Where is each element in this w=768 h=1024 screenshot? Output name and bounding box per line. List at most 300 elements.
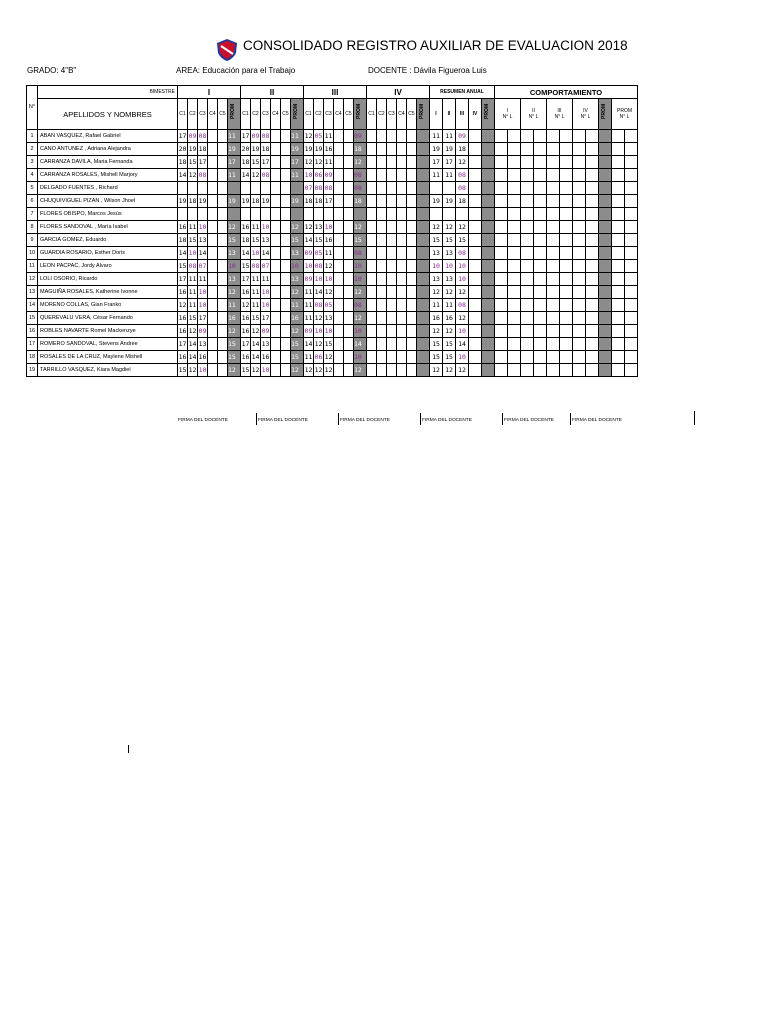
resumen-cell: 19 <box>443 143 456 156</box>
grade-cell <box>271 325 281 338</box>
resumen-cell: 13 <box>443 273 456 286</box>
comp-cell <box>521 234 534 247</box>
comp-prom-shade <box>599 156 612 169</box>
resumen-cell: 14 <box>456 338 469 351</box>
comp-prom-shade <box>599 130 612 143</box>
table-row <box>27 156 638 169</box>
grade-cell <box>218 130 228 143</box>
comp-cell <box>508 247 521 260</box>
comp-prom-shade <box>599 351 612 364</box>
student-name: CANO ANTUNEZ , Adriana Alejandra <box>38 143 178 156</box>
grade-cell: 13 <box>314 221 324 234</box>
grade-cell <box>387 299 397 312</box>
grade-cell: 12 <box>241 299 251 312</box>
prom-cell <box>291 182 304 195</box>
grade-cell: 16 <box>198 351 208 364</box>
comp-prom-shade <box>599 143 612 156</box>
prom-cell <box>417 247 430 260</box>
grade-cell <box>344 195 354 208</box>
prom-cell <box>417 143 430 156</box>
row-number: 1 <box>27 130 38 143</box>
row-number: 16 <box>27 325 38 338</box>
grade-cell: 12 <box>178 299 188 312</box>
prom-cell: 11 <box>228 169 241 182</box>
grade-cell: 18 <box>241 156 251 169</box>
grade-cell: 10 <box>261 286 271 299</box>
grade-cell <box>377 143 387 156</box>
header-comp-prom-sub: N° L <box>619 114 630 120</box>
comp-cell <box>521 195 534 208</box>
student-name: FLORES OBISPO, Marcos Jesús <box>38 208 178 221</box>
resumen-cell: 19 <box>430 143 443 156</box>
grade-cell <box>208 364 218 377</box>
grade-cell <box>397 325 407 338</box>
grade-cell <box>397 195 407 208</box>
comp-cell <box>521 312 534 325</box>
resumen-prom-cell <box>482 156 495 169</box>
grade-cell <box>407 143 417 156</box>
grade-cell: 12 <box>251 169 261 182</box>
grade-cell: 17 <box>324 195 334 208</box>
comp-cell <box>495 286 508 299</box>
resumen-cell: 11 <box>430 299 443 312</box>
header-prom-label: PROM <box>293 104 299 119</box>
header-grade-col: C3 <box>324 99 334 130</box>
grade-cell: 12 <box>324 364 334 377</box>
comp-cell <box>534 234 547 247</box>
comp-cell <box>586 312 599 325</box>
grade-cell <box>208 130 218 143</box>
header-grade-col: C4 <box>271 99 281 130</box>
prom-cell: 17 <box>228 156 241 169</box>
grade-cell: 16 <box>241 286 251 299</box>
grade-cell: 15 <box>188 312 198 325</box>
comp-prom-cell <box>625 273 638 286</box>
comp-cell <box>495 325 508 338</box>
grade-cell: 13 <box>198 234 208 247</box>
comp-cell <box>534 208 547 221</box>
grade-cell <box>397 351 407 364</box>
comp-cell <box>521 325 534 338</box>
grade-cell <box>377 364 387 377</box>
grade-cell: 15 <box>188 156 198 169</box>
grade-cell: 16 <box>241 312 251 325</box>
comp-prom-cell <box>612 260 625 273</box>
prom-cell: 18 <box>354 195 367 208</box>
resumen-cell <box>469 299 482 312</box>
header-prom-label: PROM <box>484 104 490 119</box>
resumen-cell <box>469 338 482 351</box>
comp-cell <box>495 364 508 377</box>
row-number: 14 <box>27 299 38 312</box>
firma-divider <box>338 413 339 425</box>
resumen-cell <box>469 182 482 195</box>
grade-cell <box>208 325 218 338</box>
grade-cell <box>281 182 291 195</box>
grade-cell <box>218 299 228 312</box>
grade-cell: 11 <box>324 247 334 260</box>
resumen-cell <box>469 312 482 325</box>
comp-cell <box>573 208 586 221</box>
grade-cell: 08 <box>261 130 271 143</box>
grade-cell <box>367 130 377 143</box>
grade-cell <box>281 312 291 325</box>
grade-cell <box>367 312 377 325</box>
table-row <box>27 299 638 312</box>
comp-cell <box>547 169 560 182</box>
comp-cell <box>573 364 586 377</box>
grade-cell: 18 <box>314 195 324 208</box>
grade-cell <box>281 234 291 247</box>
header-comp-sub: N° L <box>554 114 565 120</box>
comp-cell <box>547 338 560 351</box>
grade-cell: 08 <box>324 182 334 195</box>
grade-cell <box>218 260 228 273</box>
grade-cell <box>334 286 344 299</box>
comp-cell <box>495 195 508 208</box>
header-comp-sub: N° L <box>502 114 513 120</box>
grade-cell <box>397 130 407 143</box>
prom-cell <box>291 208 304 221</box>
comp-cell <box>495 234 508 247</box>
comp-cell <box>573 286 586 299</box>
comp-cell <box>573 169 586 182</box>
comp-cell <box>586 221 599 234</box>
prom-cell <box>417 312 430 325</box>
comp-prom-cell <box>612 338 625 351</box>
grade-cell <box>344 351 354 364</box>
grade-cell <box>387 156 397 169</box>
grade-cell <box>387 273 397 286</box>
resumen-prom-cell <box>482 208 495 221</box>
grade-cell: 12 <box>188 169 198 182</box>
grade-cell: 12 <box>324 286 334 299</box>
resumen-prom-cell <box>482 364 495 377</box>
header-prom-col <box>417 99 430 130</box>
grade-cell <box>271 351 281 364</box>
grade-cell <box>377 247 387 260</box>
grade-cell: 10 <box>314 325 324 338</box>
grade-cell <box>367 364 377 377</box>
grade-cell: 16 <box>241 325 251 338</box>
header-comp-col <box>573 99 599 130</box>
firma-divider <box>256 413 257 425</box>
grade-cell <box>377 312 387 325</box>
comp-cell <box>508 143 521 156</box>
grade-cell: 10 <box>251 247 261 260</box>
student-name: DELGADO FUENTES , Richard <box>38 182 178 195</box>
grade-cell <box>218 325 228 338</box>
comp-prom-cell <box>625 260 638 273</box>
comp-cell <box>521 247 534 260</box>
grade-cell: 17 <box>198 156 208 169</box>
grade-cell <box>271 247 281 260</box>
grade-cell <box>208 247 218 260</box>
comp-cell <box>547 351 560 364</box>
grade-cell <box>397 299 407 312</box>
comp-cell <box>573 260 586 273</box>
comp-cell <box>573 195 586 208</box>
comp-cell <box>495 182 508 195</box>
table-row <box>27 208 638 221</box>
comp-cell <box>547 286 560 299</box>
student-name: QUEREVALU VERA, César Fernando <box>38 312 178 325</box>
grade-cell <box>387 286 397 299</box>
resumen-prom-cell <box>482 325 495 338</box>
comp-cell <box>495 260 508 273</box>
comp-prom-cell <box>625 364 638 377</box>
grade-cell: 12 <box>251 325 261 338</box>
comp-cell <box>508 130 521 143</box>
grade-cell: 17 <box>241 130 251 143</box>
comp-prom-shade <box>599 182 612 195</box>
grade-cell: 20 <box>241 143 251 156</box>
prom-cell: 12 <box>291 325 304 338</box>
grade-cell <box>387 234 397 247</box>
prom-cell: 13 <box>291 273 304 286</box>
comp-cell <box>508 182 521 195</box>
grade-cell: 08 <box>261 169 271 182</box>
grade-cell <box>218 195 228 208</box>
comp-prom-cell <box>625 195 638 208</box>
comp-cell <box>586 351 599 364</box>
student-name: FLORES SANDOVAL , María Isabel <box>38 221 178 234</box>
comp-cell <box>508 286 521 299</box>
grade-cell: 16 <box>178 351 188 364</box>
row-number: 6 <box>27 195 38 208</box>
grade-cell: 12 <box>304 156 314 169</box>
header-comp-prom-label: PROM <box>617 108 632 114</box>
prom-cell <box>417 273 430 286</box>
grade-cell <box>407 286 417 299</box>
comp-cell <box>547 130 560 143</box>
prom-cell: 10 <box>354 351 367 364</box>
prom-cell <box>354 208 367 221</box>
grade-cell: 15 <box>324 338 334 351</box>
table-row <box>27 325 638 338</box>
table-row <box>27 351 638 364</box>
grade-cell <box>407 338 417 351</box>
header-grade-col: C2 <box>377 99 387 130</box>
prom-cell: 08 <box>354 247 367 260</box>
prom-cell: 11 <box>228 299 241 312</box>
grade-cell: 08 <box>251 260 261 273</box>
grade-cell <box>198 182 208 195</box>
grade-cell <box>218 364 228 377</box>
header-comp-col <box>521 99 547 130</box>
prom-cell: 12 <box>354 364 367 377</box>
resumen-cell: 18 <box>456 195 469 208</box>
grade-cell: 15 <box>251 234 261 247</box>
resumen-cell <box>469 234 482 247</box>
prom-cell: 15 <box>291 338 304 351</box>
student-name: CARRANZA DAVILA, Maria Fernanda <box>38 156 178 169</box>
comp-cell <box>586 234 599 247</box>
comp-cell <box>573 156 586 169</box>
firma-docente-1: FIRMA DEL DOCENTE <box>178 418 228 423</box>
resumen-prom-cell <box>482 273 495 286</box>
comp-cell <box>586 273 599 286</box>
resumen-cell: 10 <box>443 260 456 273</box>
grade-cell: 15 <box>251 312 261 325</box>
prom-cell: 12 <box>228 364 241 377</box>
row-number: 4 <box>27 169 38 182</box>
grade-cell: 11 <box>324 130 334 143</box>
resumen-cell: 12 <box>456 312 469 325</box>
comp-cell <box>521 286 534 299</box>
grade-cell <box>377 169 387 182</box>
grade-cell <box>344 247 354 260</box>
row-number: 7 <box>27 208 38 221</box>
prom-cell: 12 <box>291 364 304 377</box>
grade-cell: 14 <box>188 338 198 351</box>
grade-cell: 11 <box>251 221 261 234</box>
comp-prom-shade <box>599 273 612 286</box>
comp-cell <box>586 286 599 299</box>
resumen-cell: 19 <box>430 195 443 208</box>
grade-cell <box>334 299 344 312</box>
comp-cell <box>573 247 586 260</box>
grade-cell: 19 <box>188 143 198 156</box>
comp-cell <box>534 130 547 143</box>
comp-cell <box>560 299 573 312</box>
grade-cell: 10 <box>324 221 334 234</box>
grade-cell <box>218 156 228 169</box>
grade-cell: 14 <box>251 351 261 364</box>
prom-cell: 15 <box>291 234 304 247</box>
header-prom-label: PROM <box>356 104 362 119</box>
grade-cell: 15 <box>241 260 251 273</box>
grade-cell <box>377 325 387 338</box>
comp-cell <box>508 221 521 234</box>
header-prom-label: PROM <box>230 104 236 119</box>
grade-cell: 14 <box>198 247 208 260</box>
grade-cell: 14 <box>304 234 314 247</box>
grade-cell <box>367 273 377 286</box>
grade-cell: 14 <box>261 247 271 260</box>
header-grade-col: C5 <box>344 99 354 130</box>
grade-cell <box>241 208 251 221</box>
grade-cell <box>387 130 397 143</box>
grade-cell: 19 <box>314 143 324 156</box>
row-number: 2 <box>27 143 38 156</box>
grade-cell <box>281 364 291 377</box>
grade-cell <box>178 182 188 195</box>
school-logo-icon <box>215 38 239 62</box>
comp-cell <box>560 364 573 377</box>
comp-cell <box>521 208 534 221</box>
header-comp-col <box>547 99 573 130</box>
grade-cell <box>344 299 354 312</box>
resumen-cell <box>456 208 469 221</box>
grade-cell: 06 <box>314 169 324 182</box>
comp-prom-cell <box>612 325 625 338</box>
grade-cell: 18 <box>188 195 198 208</box>
grade-cell <box>271 169 281 182</box>
grade-cell: 17 <box>178 273 188 286</box>
comp-cell <box>521 260 534 273</box>
grade-cell: 16 <box>241 351 251 364</box>
comp-cell <box>573 338 586 351</box>
table-row <box>27 286 638 299</box>
grade-cell <box>271 260 281 273</box>
grade-cell: 18 <box>251 195 261 208</box>
comp-cell <box>586 260 599 273</box>
grade-cell: 12 <box>304 221 314 234</box>
grade-cell: 12 <box>324 260 334 273</box>
comp-cell <box>508 260 521 273</box>
resumen-cell: 10 <box>456 325 469 338</box>
grade-cell: 10 <box>198 286 208 299</box>
grade-cell <box>281 299 291 312</box>
comp-cell <box>508 208 521 221</box>
resumen-prom-cell <box>482 143 495 156</box>
resumen-cell <box>469 208 482 221</box>
grade-cell: 15 <box>178 364 188 377</box>
prom-cell: 19 <box>291 195 304 208</box>
grade-cell <box>208 195 218 208</box>
grade-cell <box>367 182 377 195</box>
grade-cell <box>377 338 387 351</box>
grade-cell <box>208 208 218 221</box>
grade-cell: 18 <box>241 234 251 247</box>
firma-divider <box>502 413 503 425</box>
grade-cell: 11 <box>304 312 314 325</box>
grade-cell <box>397 260 407 273</box>
grade-cell <box>281 156 291 169</box>
grade-cell <box>367 286 377 299</box>
comp-prom-cell <box>625 130 638 143</box>
grade-cell <box>344 338 354 351</box>
grade-cell <box>377 195 387 208</box>
grade-cell <box>218 143 228 156</box>
grade-cell: 17 <box>261 156 271 169</box>
grade-cell: 11 <box>188 221 198 234</box>
grade-cell <box>304 208 314 221</box>
prom-cell: 12 <box>228 221 241 234</box>
comp-cell <box>508 195 521 208</box>
grade-cell <box>407 169 417 182</box>
comp-cell <box>573 325 586 338</box>
grade-cell: 16 <box>178 221 188 234</box>
grade-cell: 19 <box>198 195 208 208</box>
comp-prom-cell <box>612 143 625 156</box>
grade-cell <box>387 338 397 351</box>
row-number: 9 <box>27 234 38 247</box>
grade-cell: 10 <box>304 260 314 273</box>
resumen-cell: 12 <box>430 325 443 338</box>
comp-cell <box>495 169 508 182</box>
grade-cell <box>208 312 218 325</box>
grade-cell <box>188 208 198 221</box>
student-name: CHUQUIVIGUEL PIZAN , Wilson Jhoel <box>38 195 178 208</box>
row-number: 10 <box>27 247 38 260</box>
grade-cell <box>377 260 387 273</box>
header-row-top <box>27 86 638 99</box>
grade-cell: 08 <box>314 260 324 273</box>
firma-divider <box>420 413 421 425</box>
comp-prom-shade <box>599 169 612 182</box>
resumen-cell: 11 <box>443 130 456 143</box>
resumen-cell <box>469 169 482 182</box>
grade-cell <box>387 247 397 260</box>
grade-cell <box>271 130 281 143</box>
resumen-prom-cell <box>482 195 495 208</box>
prom-cell <box>417 286 430 299</box>
resumen-cell <box>443 182 456 195</box>
header-grade-col: C1 <box>304 99 314 130</box>
grade-cell <box>281 260 291 273</box>
